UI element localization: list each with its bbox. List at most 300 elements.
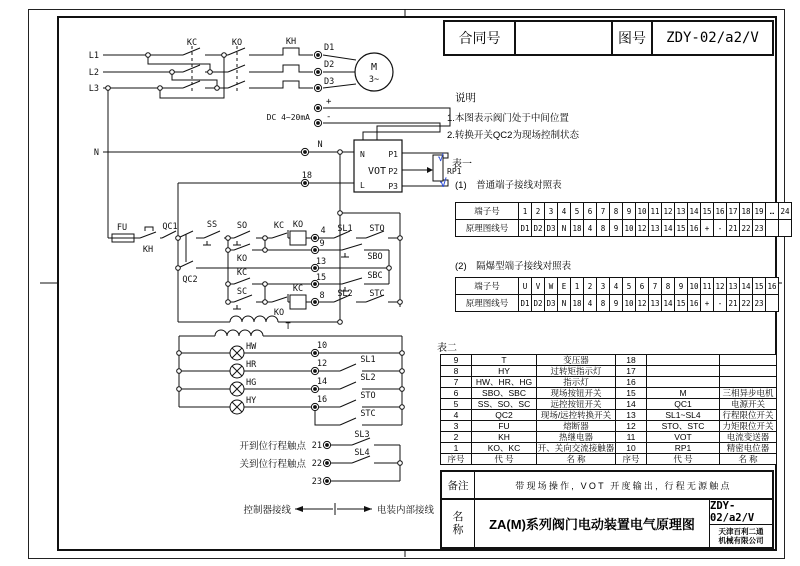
title-block xyxy=(440,498,774,549)
terminal-cell: 15 xyxy=(701,203,714,220)
terminal-cell: 6 xyxy=(584,203,597,220)
component-cell: KH xyxy=(472,432,537,443)
indicator-lamps xyxy=(230,346,244,414)
label-sl2-ctrl: SL2 xyxy=(337,289,353,299)
label-wire-d2: D2 xyxy=(324,60,335,70)
contract-box xyxy=(443,20,774,56)
drawing-title: ZA(M)系列阀门电动装置电气原理图 xyxy=(475,500,710,547)
terminal-cell: 11 xyxy=(701,278,714,295)
component-cell: 行程限位开关 xyxy=(720,410,777,421)
label-internal-wiring-label: 电装内部接线 xyxy=(377,505,435,516)
junction-node xyxy=(263,248,268,253)
remark-text: 带现场操作, VOT 开度输出, 行程无源触点 xyxy=(515,480,732,491)
component-header-cell: 序号 xyxy=(616,454,647,465)
terminal-cell: 1 xyxy=(519,203,532,220)
label-lamp-hr: HR xyxy=(246,360,257,370)
terminal-cell: 5 xyxy=(623,278,636,295)
terminal-cell: D3 xyxy=(545,220,558,237)
label-sto-lamp: STO xyxy=(360,391,376,401)
junction-node xyxy=(226,236,231,241)
label-ko-coil: KO xyxy=(292,220,304,230)
component-cell xyxy=(647,355,720,366)
junction-node xyxy=(398,461,403,466)
component-cell: 11 xyxy=(616,432,647,443)
check-mark-table1: √ xyxy=(438,153,444,164)
component-cell: STO、STC xyxy=(647,421,720,432)
component-header-cell: 代 号 xyxy=(472,454,537,465)
component-cell: 12 xyxy=(616,421,647,432)
terminal-dot xyxy=(314,283,317,286)
label-vot: VOT xyxy=(368,166,387,177)
junction-node xyxy=(176,236,181,241)
label-stc-ctrl: STC xyxy=(369,289,385,299)
component-cell: 7 xyxy=(441,377,472,388)
terminal-cell: 7 xyxy=(597,203,610,220)
terminal-cell: 4 xyxy=(610,278,623,295)
label-vot-p1: P1 xyxy=(388,150,398,159)
terminal-cell: U xyxy=(519,278,532,295)
component-header-cell: 序号 xyxy=(441,454,472,465)
ko-coil-symbol xyxy=(290,231,306,245)
terminal-cell xyxy=(766,295,779,312)
label-kc-interlock: KC xyxy=(273,221,285,231)
component-cell: 现场按钮开关 xyxy=(537,388,616,399)
label-phase-l2: L2 xyxy=(88,68,99,78)
terminal-cell: 1 xyxy=(571,278,584,295)
kc-coil-symbol xyxy=(290,295,306,309)
terminal-cell: 22 xyxy=(740,295,753,312)
terminal-cell: 9 xyxy=(623,203,636,220)
terminal-cell: 8 xyxy=(610,203,623,220)
terminal-cell: 12 xyxy=(636,220,649,237)
label-dc-minus: - xyxy=(326,112,332,122)
component-cell: 5 xyxy=(441,399,472,410)
terminal-cell: 3 xyxy=(597,278,610,295)
label-dc-plus: + xyxy=(326,97,332,107)
label-sl3: SL3 xyxy=(354,430,370,440)
label-qc2: QC2 xyxy=(182,275,198,285)
component-cell: VOT xyxy=(647,432,720,443)
terminal-cell xyxy=(779,220,792,237)
terminal-dot xyxy=(304,151,307,154)
label-term-15: 15 xyxy=(315,273,327,283)
label-wire-d3: D3 xyxy=(324,77,335,87)
label-sl1-ctrl: SL1 xyxy=(337,224,353,234)
junction-node xyxy=(208,70,213,75)
label-term-4: 4 xyxy=(320,226,326,236)
label-term-14: 14 xyxy=(316,377,328,387)
label-lamp-hw: HW xyxy=(246,342,257,352)
terminal-dot xyxy=(317,71,320,74)
label-term-12: 12 xyxy=(316,359,328,369)
label-term-9: 9 xyxy=(319,239,325,249)
rp1-wiper-arrow xyxy=(427,167,433,173)
table1-subtitle: (1) 普通端子接线对照表 xyxy=(455,180,562,191)
junction-node xyxy=(222,53,227,58)
label-term-8: 8 xyxy=(319,291,325,301)
component-cell: KO、KC xyxy=(472,443,537,454)
terminal-cell: 13 xyxy=(727,278,740,295)
component-cell: HW、HR、HG xyxy=(472,377,537,388)
label-term-13: 13 xyxy=(315,257,327,267)
junction-node xyxy=(338,211,343,216)
terminal-cell: 7 xyxy=(649,278,662,295)
terminal-cell: 16 xyxy=(688,295,701,312)
component-cell: QC2 xyxy=(472,410,537,421)
junction-node xyxy=(398,300,403,305)
component-cell: 指示灯 xyxy=(537,377,616,388)
terminal-cell: 2 xyxy=(584,278,597,295)
component-cell: 15 xyxy=(616,388,647,399)
terminal-cell: 13 xyxy=(649,220,662,237)
terminal-cell: 18 xyxy=(740,203,753,220)
legend-left-arrow xyxy=(295,506,303,512)
label-ko-interlock: KO xyxy=(273,308,285,318)
label-wire-18: 18 xyxy=(301,171,312,181)
terminal-cell: D2 xyxy=(532,220,545,237)
component-cell: 熔断器 xyxy=(537,421,616,432)
terminal-cell: 10 xyxy=(688,278,701,295)
terminal-dot xyxy=(314,352,317,355)
terminal-cell: 16 xyxy=(766,278,779,295)
junction-node xyxy=(226,282,231,287)
label-wire-d1: D1 xyxy=(324,43,335,53)
component-cell: SS、SO、SC xyxy=(472,399,537,410)
normal-terminal-table xyxy=(455,202,792,237)
label-kc-power: KC xyxy=(186,38,198,48)
component-cell: RP1 xyxy=(647,443,720,454)
junction-node xyxy=(226,248,231,253)
lamp-hg-symbol xyxy=(230,382,244,396)
label-kh-power: KH xyxy=(285,37,297,47)
junction-node xyxy=(226,300,231,305)
label-term-16: 16 xyxy=(316,395,328,405)
terminal-cell: 10 xyxy=(636,203,649,220)
component-cell xyxy=(720,355,777,366)
terminal-cell: 3 xyxy=(545,203,558,220)
junction-node xyxy=(400,369,405,374)
terminal-cell: 13 xyxy=(649,295,662,312)
junction-node xyxy=(398,236,403,241)
terminal-cell: V xyxy=(532,278,545,295)
label-sbc: SBC xyxy=(367,271,383,281)
terminal-cell: 23 xyxy=(753,295,766,312)
component-cell: 开、关向交流接触器 xyxy=(537,443,615,453)
label-motor-m: M xyxy=(370,62,378,73)
terminal-cell: 22 xyxy=(740,220,753,237)
terminal-dot xyxy=(314,406,317,409)
terminal-cell: 14 xyxy=(662,295,675,312)
component-cell: 力矩限位开关 xyxy=(720,421,777,432)
terminal-cell: … xyxy=(766,203,779,220)
terminal-cell: 12 xyxy=(662,203,675,220)
component-cell xyxy=(647,366,720,377)
company-line2: 机械有限公司 xyxy=(718,536,764,545)
terminal-cell: 14 xyxy=(688,203,701,220)
junction-node xyxy=(176,266,181,271)
label-sl2-lamp: SL2 xyxy=(360,373,376,383)
label-rp1: RP1 xyxy=(447,167,462,176)
label-term-22: 22 xyxy=(311,459,322,469)
terminal-cell: W xyxy=(545,278,558,295)
titleblock-label: 名称 xyxy=(442,500,475,547)
lamp-hr-symbol xyxy=(230,364,244,378)
terminal-cell: 9 xyxy=(610,295,623,312)
component-list-table xyxy=(440,354,777,465)
component-cell: 现场/远控转换开关 xyxy=(537,410,616,421)
terminal-cell: 8 xyxy=(597,295,610,312)
label-open-contact-label: 开到位行程触点 xyxy=(239,441,306,452)
terminal-cell: - xyxy=(714,295,727,312)
terminal-dot xyxy=(314,249,317,252)
component-cell: 4 xyxy=(441,410,472,421)
label-ss: SS xyxy=(206,220,218,230)
terminal-cell: 14 xyxy=(662,220,675,237)
terminal-cell: 17 xyxy=(727,203,740,220)
component-cell xyxy=(647,377,720,388)
table1-caption: 表一 xyxy=(452,159,472,170)
label-phase-l1: L1 xyxy=(88,51,99,61)
terminal-cell: 4 xyxy=(584,220,597,237)
terminal-cell: 24 xyxy=(779,203,792,220)
component-cell: 10 xyxy=(616,443,647,454)
label-sbo: SBO xyxy=(367,252,383,262)
label-vot-l: L xyxy=(360,181,365,190)
component-cell: 电源开关 xyxy=(720,399,777,410)
terminal-cell: 19 xyxy=(753,203,766,220)
terminal-cell: 15 xyxy=(675,220,688,237)
terminal-cell: D1 xyxy=(519,295,532,312)
terminal-dot xyxy=(317,107,320,110)
component-cell: M xyxy=(647,388,720,399)
terminal-cell: 9 xyxy=(610,220,623,237)
label-so: SO xyxy=(236,221,248,231)
component-header-cell: 代 号 xyxy=(647,454,720,465)
titleblock-drawing-no: ZDY-02/a2/V xyxy=(710,500,772,525)
label-sl4: SL4 xyxy=(354,448,370,458)
component-cell: 变压器 xyxy=(537,355,616,366)
junction-node xyxy=(158,86,163,91)
legend-right-arrow xyxy=(364,506,372,512)
junction-node xyxy=(177,351,182,356)
junction-node xyxy=(400,387,405,392)
terminal-cell: 10 xyxy=(623,220,636,237)
terminal-cell: 18 xyxy=(571,295,584,312)
junction-node xyxy=(263,300,268,305)
contract-label: 合同号 xyxy=(445,22,516,54)
label-wire-n-mid: N xyxy=(317,140,323,150)
component-cell: 17 xyxy=(616,366,647,377)
component-cell: HY xyxy=(472,366,537,377)
remark-box xyxy=(440,470,774,500)
terminal-cell: 9 xyxy=(675,278,688,295)
note-item-1: 1.本图表示阀门处于中间位置 xyxy=(447,113,569,124)
label-sl1-lamp: SL1 xyxy=(360,355,376,365)
terminal-cell: 14 xyxy=(740,278,753,295)
terminal-cell: 12 xyxy=(714,278,727,295)
label-term-21: 21 xyxy=(311,441,322,451)
label-vot-n: N xyxy=(360,150,365,159)
component-cell: 3 xyxy=(441,421,472,432)
terminal-cell: 21 xyxy=(727,220,740,237)
label-transformer-t: T xyxy=(285,322,291,332)
terminal-dot xyxy=(317,87,320,90)
terminal-dot xyxy=(314,267,317,270)
row-label: 端子号 xyxy=(456,278,519,295)
drawing-no-value: ZDY-02/a2/V xyxy=(666,30,759,46)
label-kh-contact: KH xyxy=(142,245,154,255)
terminal-dot xyxy=(304,182,307,185)
junction-node xyxy=(338,320,343,325)
label-kc-hold: KC xyxy=(236,268,248,278)
terminal-cell: + xyxy=(701,295,714,312)
component-cell: 电流变送器 xyxy=(720,432,777,443)
label-dc-range: DC 4~20mA xyxy=(266,113,310,122)
label-stc-lamp: STC xyxy=(360,409,376,419)
component-cell: 精密电位器 xyxy=(720,443,777,454)
check-mark-sub1: √ xyxy=(440,176,447,190)
component-cell: 13 xyxy=(616,410,647,421)
terminal-dot xyxy=(326,444,329,447)
terminal-cell: E xyxy=(558,278,571,295)
terminal-cell: 23 xyxy=(753,220,766,237)
contract-value xyxy=(516,22,613,54)
label-sc: SC xyxy=(236,287,248,297)
table2-subtitle: (2) 隔爆型端子接线对照表 xyxy=(455,261,572,272)
component-cell xyxy=(720,366,777,377)
terminal-cell: 5 xyxy=(571,203,584,220)
component-cell: 过转矩指示灯 xyxy=(537,366,616,377)
schematic-labels xyxy=(89,37,462,516)
terminal-cell: N xyxy=(558,295,571,312)
label-ko-power: KO xyxy=(231,38,243,48)
component-cell: SBO、SBC xyxy=(472,388,537,399)
terminal-cell: 4 xyxy=(584,295,597,312)
terminal-dot xyxy=(326,462,329,465)
terminal-cell: - xyxy=(714,220,727,237)
terminal-cell: D2 xyxy=(532,295,545,312)
terminal-dot xyxy=(317,122,320,125)
terminal-cell: 16 xyxy=(714,203,727,220)
components-caption: 表二 xyxy=(437,343,457,354)
label-term-23: 23 xyxy=(311,477,322,487)
component-cell: 三相异步电机 xyxy=(720,388,777,399)
terminal-dot xyxy=(314,237,317,240)
company-name xyxy=(710,525,772,547)
label-close-contact-label: 关到位行程触点 xyxy=(239,459,306,470)
component-cell: QC1 xyxy=(647,399,720,410)
component-cell: 8 xyxy=(441,366,472,377)
terminal-cell: 8 xyxy=(597,220,610,237)
terminal-cell: D3 xyxy=(545,295,558,312)
label-sto-ctrl: STO xyxy=(369,224,385,234)
terminal-cell: 4 xyxy=(558,203,571,220)
component-cell: 热继电器 xyxy=(537,432,616,443)
junction-node xyxy=(338,150,343,155)
terminal-cell: 13 xyxy=(675,203,688,220)
terminal-cell: 12 xyxy=(636,295,649,312)
label-fu: FU xyxy=(116,223,128,233)
label-kc-coil: KC xyxy=(292,284,304,294)
label-phase-l3: L3 xyxy=(88,84,99,94)
terminal-cell: + xyxy=(701,220,714,237)
junction-node xyxy=(263,236,268,241)
component-cell: FU xyxy=(472,421,537,432)
label-qc1: QC1 xyxy=(162,222,178,232)
label-ko-hold: KO xyxy=(236,254,248,264)
label-vot-p3: P3 xyxy=(388,182,398,191)
component-cell: 18 xyxy=(616,355,647,366)
terminal-cell xyxy=(766,220,779,237)
terminal-cell: 8 xyxy=(662,278,675,295)
component-cell: 9 xyxy=(441,355,472,366)
note-item-2: 2.转换开关QC2为现场控制状态 xyxy=(447,130,579,141)
terminal-dot xyxy=(314,388,317,391)
junction-node xyxy=(400,405,405,410)
label-lamp-hy: HY xyxy=(246,396,257,406)
lamp-hy-symbol xyxy=(230,400,244,414)
component-cell: SL1~SL4 xyxy=(647,410,720,421)
junction-node xyxy=(215,86,220,91)
terminal-cell: D1 xyxy=(519,220,532,237)
component-cell: 2 xyxy=(441,432,472,443)
terminal-dot xyxy=(314,301,317,304)
terminal-cell: 2 xyxy=(532,203,545,220)
label-motor-phase: 3~ xyxy=(368,75,380,85)
terminal-cell: 11 xyxy=(649,203,662,220)
notes-title: 说明 xyxy=(455,92,476,104)
component-cell: 14 xyxy=(616,399,647,410)
component-header-cell: 名 称 xyxy=(537,454,616,465)
component-cell: 1 xyxy=(441,443,472,454)
junction-node xyxy=(146,53,151,58)
explosionproof-terminal-table xyxy=(455,277,779,312)
label-term-10: 10 xyxy=(316,341,328,351)
terminal-dot xyxy=(314,370,317,373)
remark-label: 备注 xyxy=(442,472,475,498)
label-vot-p2: P2 xyxy=(388,167,398,176)
junction-node xyxy=(106,86,111,91)
row-label: 原理图线号 xyxy=(456,295,519,312)
drawing-no-label: 图号 xyxy=(613,22,653,54)
terminal-cell: 15 xyxy=(753,278,766,295)
junction-node xyxy=(170,70,175,75)
terminal-cell: 10 xyxy=(623,295,636,312)
terminal-cell: 16 xyxy=(688,220,701,237)
component-cell: 16 xyxy=(616,377,647,388)
terminal-cell: 6 xyxy=(636,278,649,295)
terminal-dot xyxy=(326,480,329,483)
component-cell: 6 xyxy=(441,388,472,399)
lamp-hw-symbol xyxy=(230,346,244,360)
component-header-cell: 名 称 xyxy=(720,454,777,465)
terminal-cell: 18 xyxy=(571,220,584,237)
component-cell xyxy=(720,377,777,388)
terminal-cell: N xyxy=(558,220,571,237)
row-label: 原理图线号 xyxy=(456,220,519,237)
company-line1: 天津百利二通 xyxy=(718,527,764,536)
label-wire-n-left: N xyxy=(93,148,99,158)
component-cell: T xyxy=(472,355,537,366)
junction-node xyxy=(400,351,405,356)
junction-node xyxy=(263,282,268,287)
row-label: 端子号 xyxy=(456,203,519,220)
label-controller-wiring-label: 控制器接线 xyxy=(243,505,291,516)
junction-node xyxy=(177,369,182,374)
label-lamp-hg: HG xyxy=(246,378,257,388)
terminal-cell: 15 xyxy=(675,295,688,312)
terminal-dot xyxy=(317,54,320,57)
